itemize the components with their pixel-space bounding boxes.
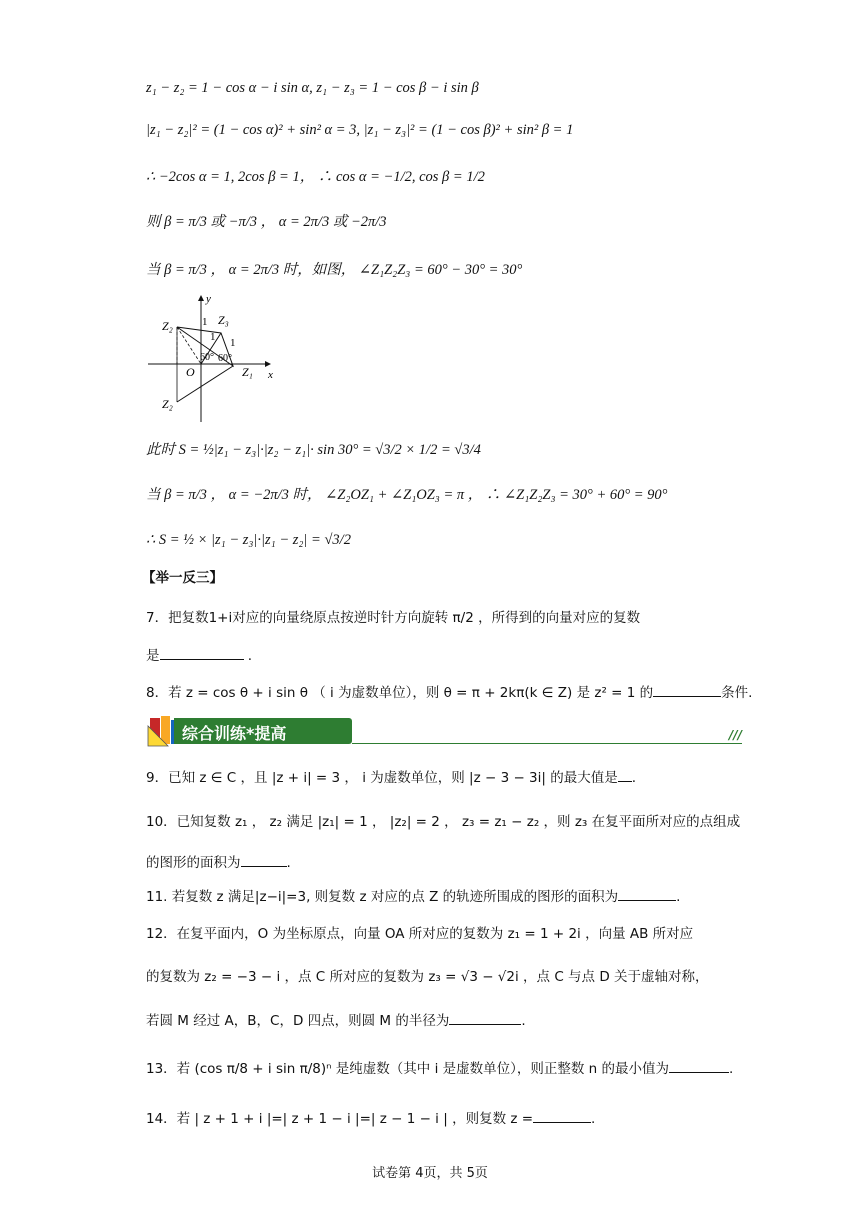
problem-14-suffix: . — [591, 1111, 596, 1127]
label-x: x — [268, 369, 273, 381]
problem-10-answer-blank[interactable] — [241, 852, 287, 867]
problem-9-answer-blank[interactable] — [618, 767, 632, 782]
label-z1: Z₁ — [242, 365, 253, 379]
label-one-a: 1 — [202, 316, 208, 328]
problem-7-prefix: 是 — [146, 648, 160, 664]
label-z3: Z₃ — [218, 313, 229, 327]
problem-14-text: 14．若 | z + 1 + i |=| z + 1 − i |=| z − 1 − i | ，则复数 z = — [146, 1111, 534, 1127]
problem-13-suffix: . — [729, 1061, 734, 1077]
section-banner — [146, 712, 742, 748]
problem-7-line-1: 7．把复数1+i对应的向量绕原点按逆时针方向旋转 π/2 ，所得到的向量对应的复数 — [146, 610, 641, 626]
problem-12-text: 若圆 M 经过 A，B，C，D 四点，则圆 M 的半径为 — [146, 1013, 450, 1029]
solution-line-8: ∴ S = ½ × |z₁ − z₃|·|z₁ − z₂| = √3/2 — [146, 532, 351, 548]
solution-line-4: 则 β = π/3 或 −π/3 ， α = 2π/3 或 −2π/3 — [146, 214, 387, 230]
label-y: y — [206, 293, 211, 305]
problem-7-suffix: . — [247, 648, 253, 664]
label-z2-upper: Z₂ — [162, 319, 173, 333]
problem-8-suffix: 条件. — [721, 685, 753, 701]
problem-12-answer-blank[interactable] — [449, 1010, 521, 1025]
solution-line-2: |z₁ − z₂|² = (1 − cos α)² + sin² α = 3, |z₁ − z₃|² = (1 − cos β)² + sin² β = 1 — [146, 122, 574, 138]
problem-11-suffix: . — [676, 889, 681, 905]
problem-7-line-2 — [146, 645, 252, 666]
segment-o-z2 — [177, 327, 201, 364]
problem-12-suffix: . — [521, 1013, 526, 1029]
solution-line-1: z₁ − z₂ = 1 − cos α − i sin α, z₁ − z₃ = 1 − cos β − i sin β — [146, 80, 479, 96]
problem-13 — [146, 1058, 733, 1079]
problem-7-answer-blank[interactable] — [160, 645, 244, 660]
problem-14 — [146, 1108, 595, 1129]
problem-8-answer-blank[interactable] — [653, 682, 721, 697]
solution-line-5: 当 β = π/3 ， α = 2π/3 时，如图， ∠Z₁Z₂Z₃ = 60° − 30° = 30° — [146, 262, 523, 278]
problem-8 — [146, 682, 752, 703]
solution-line-3: ∴ −2cos α = 1, 2cos β = 1， ∴ cos α = −1/2, cos β = 1/2 — [146, 169, 485, 185]
label-o: O — [186, 365, 195, 379]
problem-10-suffix: . — [286, 855, 291, 871]
solution-line-6: 此时 S = ½|z₁ − z₃|·|z₂ − z₁|· sin 30° = √3/2 × 1/2 = √3/4 — [146, 442, 481, 458]
label-60-a: 60° — [200, 352, 214, 363]
section-label: 【举一反三】 — [142, 570, 223, 586]
problem-10-line-1: 10．已知复数 z₁ ， z₂ 满足 |z₁| = 1 ， |z₂| = 2 ， z₃ = z₁ − z₂ ，则 z₃ 在复平面所对应的点组成 — [146, 814, 741, 830]
problem-13-text: 13．若 (cos π/8 + i sin π/8)ⁿ 是纯虚数（其中 i 是虚数单位），则正整数 n 的最小值为 — [146, 1061, 669, 1077]
problem-10-line-2 — [146, 852, 291, 873]
problem-11 — [146, 886, 680, 907]
label-60-b: 60° — [218, 353, 232, 364]
problem-11-answer-blank[interactable] — [618, 886, 676, 901]
solution-line-7: 当 β = π/3 ， α = −2π/3 时， ∠Z₂OZ₁ + ∠Z₁OZ₃ = π ， ∴ ∠Z₁Z₂Z₃ = 30° + 60° = 90° — [146, 487, 668, 503]
page-footer: 试卷第 4页，共 5页 — [372, 1166, 488, 1181]
banner-rule — [352, 743, 742, 744]
problem-12-line-3 — [146, 1010, 526, 1031]
problem-9-text: 9．已知 z ∈ C ，且 |z + i| = 3 ， i 为虚数单位，则 |z − 3 − 3i| 的最大值是 — [146, 770, 618, 786]
problem-9 — [146, 767, 636, 788]
problem-9-suffix: . — [631, 770, 637, 786]
banner-slashes: /// — [728, 728, 742, 742]
complex-plane-figure — [140, 290, 300, 425]
problem-12-line-2: 的复数为 z₂ = −3 − i ，点 C 所对应的复数为 z₃ = √3 − √2i ，点 C 与点 D 关于虚轴对称， — [146, 969, 709, 985]
problem-13-answer-blank[interactable] — [669, 1058, 729, 1073]
problem-10-text: 的图形的面积为 — [146, 855, 241, 871]
label-one-c: 1 — [230, 337, 236, 349]
problem-11-text: 11. 若复数 z 满足|z−i|=3, 则复数 z 对应的点 Z 的轨迹所围成的图形的面积为 — [146, 889, 619, 905]
label-z2-lower: Z₂ — [162, 397, 173, 411]
problem-8-text: 8．若 z = cos θ + i sin θ （ i 为虚数单位），则 θ = π + 2kπ(k ∈ Z) 是 z² = 1 的 — [146, 685, 654, 701]
label-one-b: 1 — [210, 331, 216, 343]
problem-14-answer-blank[interactable] — [533, 1108, 591, 1123]
problem-12-line-1: 12．在复平面内，O 为坐标原点，向量 OA 所对应的复数为 z₁ = 1 + 2i ，向量 AB 所对应 — [146, 926, 694, 942]
banner-title: 综合训练*提高 — [182, 724, 287, 743]
